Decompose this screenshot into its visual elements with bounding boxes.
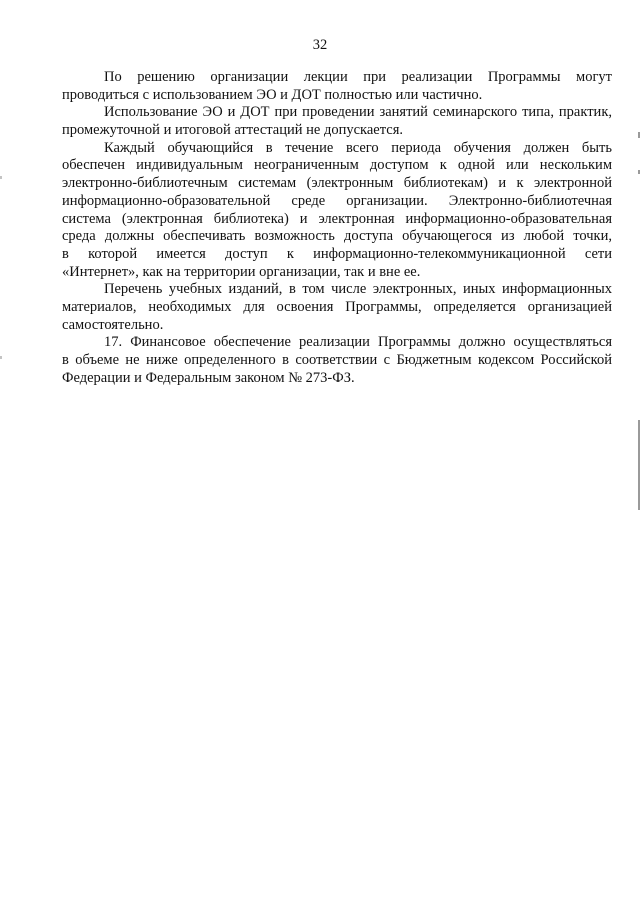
text-line: «Интернет», как на территории организации, так и вне ее. xyxy=(62,263,421,280)
paragraph-5 xyxy=(62,334,612,387)
text-line: система (электронная библиотека) и электронная информационно-образовательная xyxy=(62,210,612,227)
text-line: самостоятельно. xyxy=(62,316,164,333)
text-line: 17. Финансовое обеспечение реализации Программы должно осуществляться xyxy=(104,334,612,351)
text-line: в которой имеется доступ к информационно-телекоммуникационной сети xyxy=(62,245,612,262)
paragraph-4 xyxy=(62,281,612,334)
scan-artifact xyxy=(0,356,2,359)
text-line: По решению организации лекции при реализации Программы могут xyxy=(104,69,612,85)
text-line: среда должны обеспечивать возможность доступа обучающегося из любой точки, xyxy=(62,228,612,245)
text-line: промежуточной и итоговой аттестаций не допускается. xyxy=(62,122,403,139)
text-line: материалов, необходимых для освоения Программы, определяется организацией xyxy=(62,298,612,315)
paragraph-3 xyxy=(62,140,612,282)
text-line: в объеме не ниже определенного в соответствии с Бюджетным кодексом Российской xyxy=(62,352,612,368)
page-number: 32 xyxy=(312,37,328,53)
text-line: Использование ЭО и ДОТ при проведении занятий семинарского типа, практик, xyxy=(104,104,612,121)
text-line: Перечень учебных изданий, в том числе электронных, иных информационных xyxy=(104,281,612,298)
scan-artifact xyxy=(0,176,2,179)
text-line: электронно-библиотечным системам (электронным библиотекам) и к электронной xyxy=(62,175,612,192)
text-line: Каждый обучающийся в течение всего периода обучения должен быть xyxy=(104,139,612,156)
document-body xyxy=(62,69,612,387)
paragraph-2 xyxy=(62,104,612,139)
text-line: проводиться с использованием ЭО и ДОТ полностью или частично. xyxy=(62,86,483,103)
text-line: Федерации и Федеральным законом № 273-ФЗ. xyxy=(62,369,355,386)
text-line: обеспечен индивидуальным неограниченным доступом к одной или нескольким xyxy=(62,157,612,174)
paragraph-1 xyxy=(62,69,612,104)
text-line: информационно-образовательной среде организации. Электронно-библиотечная xyxy=(62,192,612,209)
